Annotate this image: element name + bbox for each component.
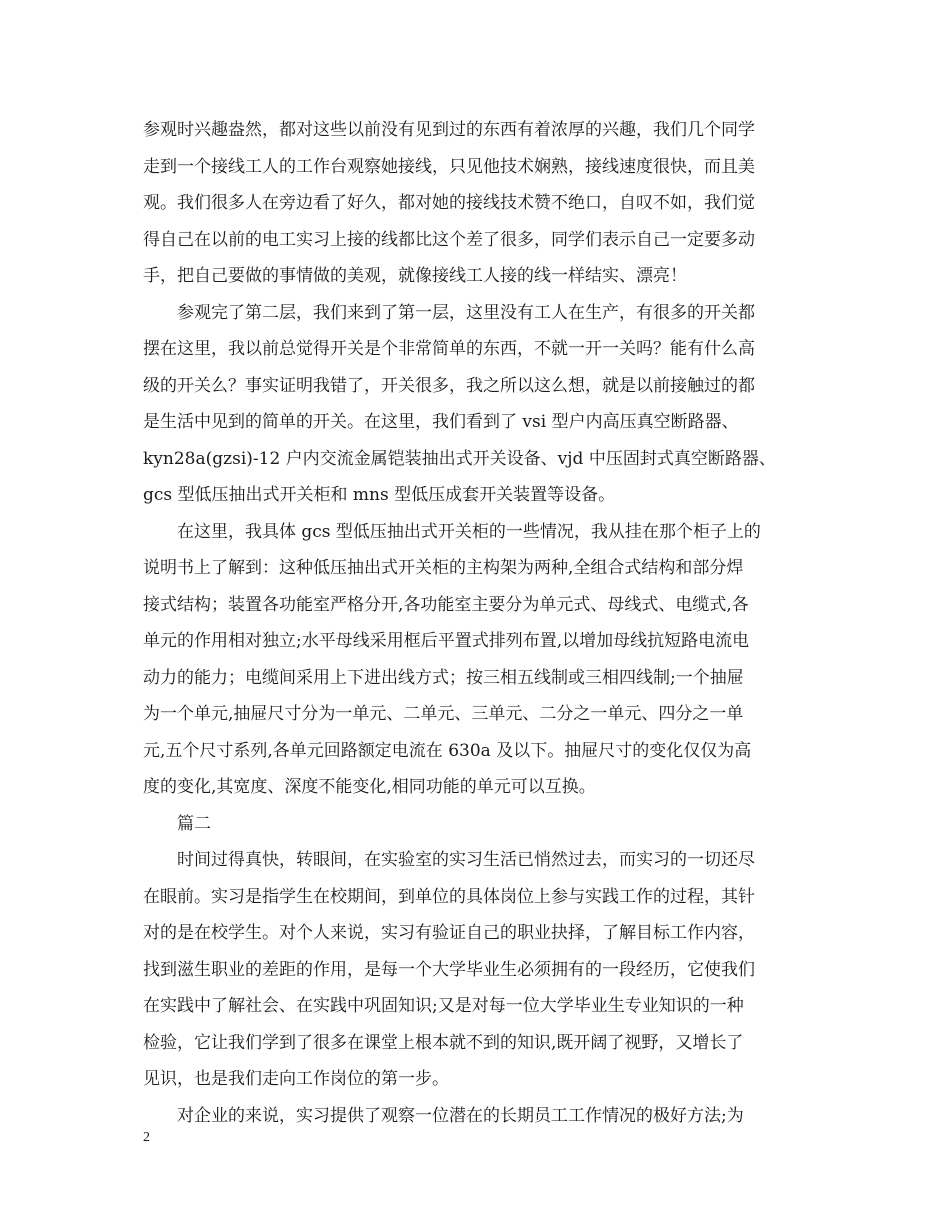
section-heading: 篇二: [143, 813, 211, 834]
text-line: 动力的能力；电缆间采用上下进出线方式；按三相五线制或三相四线制;一个抽屉: [143, 667, 744, 688]
text-line: 找到滋生职业的差距的作用，是每一个大学毕业生必须拥有的一段经历，它使我们: [143, 959, 755, 980]
page-number: 2: [143, 1130, 150, 1145]
text-line: 走到一个接线工人的工作台观察她接线，只见他技术娴熟，接线速度很快，而且美: [143, 156, 755, 177]
text-line: 单元的作用相对独立;水平母线采用框后平置式排列布置,以增加母线抗短路电流电: [143, 631, 750, 651]
text-line: 元,五个尺寸系列,各单元回路额定电流在 630a 及以下。抽屉尺寸的变化仅仅为高: [143, 740, 752, 761]
text-line: 摆在这里，我以前总觉得开关是个非常简单的东西，不就一开一关吗？能有什么高: [143, 339, 755, 359]
text-line: 观。我们很多人在旁边看了好久，都对她的接线技术赞不绝口，自叹不如，我们觉: [143, 193, 755, 213]
text-line: 在实践中了解社会、在实践中巩固知识;又是对每一位大学毕业生专业知识的一种: [143, 996, 744, 1016]
text-line: 检验，它让我们学到了很多在课堂上根本就不到的知识,既开阔了视野，又增长了: [143, 1032, 744, 1053]
body-text: [143, 112, 823, 1134]
text-line: 说明书上了解到：这种低压抽出式开关柜的主构架为两种,全组合式结构和部分焊: [143, 558, 744, 578]
text-line: 对的是在校学生。对个人来说，实习有验证自己的职业抉择，了解目标工作内容，: [143, 923, 755, 943]
text-line: 是生活中见到的简单的开关。在这里，我们看到了 vsi 型户内高压真空断路器、: [143, 412, 739, 432]
text-line: gcs 型低压抽出式开关柜和 mns 型低压成套开关装置等设备。: [143, 485, 616, 505]
text-line: 手，把自己要做的事情做的美观，就像接线工人接的线一样结实、漂亮！: [143, 266, 687, 286]
text-line: kyn28a(gzsi)-12 户内交流金属铠装抽出式开关设备、vjd 中压固封式真空断路器、: [143, 448, 776, 469]
text-line: 为一个单元,抽屉尺寸分为一单元、二单元、三单元、二分之一单元、四分之一单: [143, 704, 744, 724]
text-line: 度的变化,其宽度、深度不能变化,相同功能的单元可以互换。: [143, 777, 596, 797]
text-line: 在眼前。实习是指学生在校期间，到单位的具体岗位上参与实践工作的过程，其针: [143, 886, 755, 907]
text-line: 参观时兴趣盎然，都对这些以前没有见到过的东西有着浓厚的兴趣，我们几个同学: [143, 120, 755, 140]
text-line: 在这里，我具体 gcs 型低压抽出式开关柜的一些情况，我从挂在那个柜子上的: [143, 521, 761, 542]
text-line: 见识，也是我们走向工作岗位的第一步。: [143, 1069, 449, 1089]
text-line: 接式结构；装置各功能室严格分开,各功能室主要分为单元式、母线式、电缆式,各: [143, 594, 749, 615]
text-line: 参观完了第二层，我们来到了第一层，这里没有工人在生产，有很多的开关都: [143, 302, 755, 323]
text-line: 级的开关么？事实证明我错了，开关很多，我之所以这么想，就是以前接触过的都: [143, 375, 755, 396]
text-line: 对企业的来说，实习提供了观察一位潜在的长期员工工作情况的极好方法;为: [143, 1105, 744, 1126]
text-line: 时间过得真快，转眼间，在实验室的实习生活已悄然过去，而实习的一切还尽: [143, 850, 755, 870]
text-line: 得自己在以前的电工实习上接的线都比这个差了很多，同学们表示自己一定要多动: [143, 229, 755, 250]
